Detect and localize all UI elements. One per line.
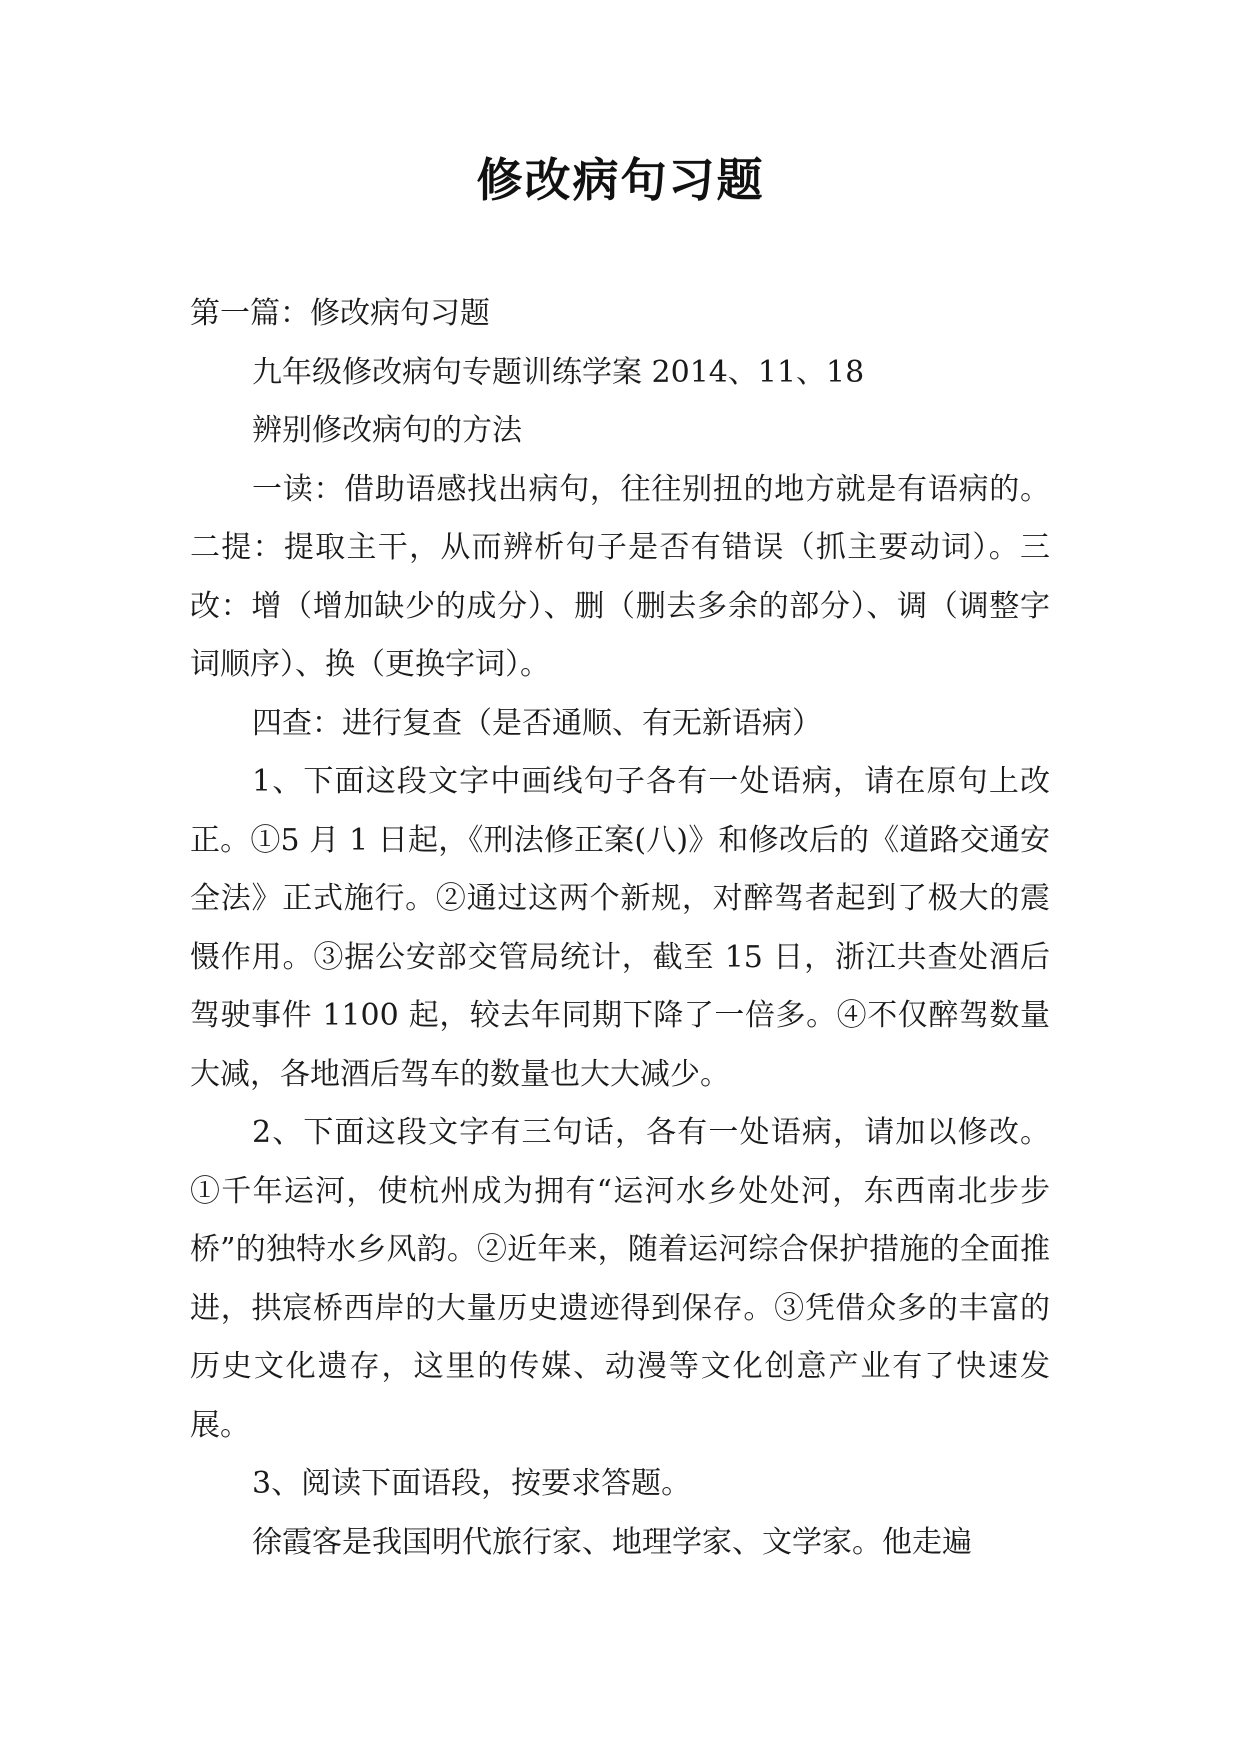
exercise-1: 1、下面这段文字中画线句子各有一处语病，请在原句上改正。①5 月 1 日起，《刑法修正案(八)》和修改后的《道路交通安全法》正式施行。②通过这两个新规，对醉驾者起到了极大的震慑作用。③据公安部交管局统计，截至 15 日，浙江共查处酒后驾驶事件 1100 起，较去年同期下降了一倍多。④不仅醉驾数量大减，各地酒后驾车的数量也大大减少。 [190,764,1050,1092]
paragraph-subtitle: 九年级修改病句专题训练学案 2014、11、18 [252,354,865,390]
document-body [190,285,1050,1572]
document-title: 修改病句习题 [476,153,765,207]
section-heading: 第一篇：修改病句习题 [190,296,490,331]
paragraph-method-heading: 辨别修改病句的方法 [252,413,522,448]
exercise-2: 2、下面这段文字有三句话，各有一处语病，请加以修改。①千年运河，使杭州成为拥有“运河水乡处处河，东西南北步步桥”的独特水乡风韵。②近年来，随着运河综合保护措施的全面推进，拱宸桥西岸的大量历史遗迹得到保存。③凭借众多的丰富的历史文化遗存，这里的传媒、动漫等文化创意产业有了快速发展。 [190,1115,1050,1443]
paragraph-method-check: 四查：进行复查（是否通顺、有无新语病） [252,705,822,741]
paragraph-method-steps: 一读：借助语感找出病句，往往别扭的地方就是有语病的。二提：提取主干，从而辨析句子是否有错误（抓主要动词）。三改：增（增加缺少的成分）、删（删去多余的部分）、调（调整字词顺序）、换（更换字词）。 [190,471,1050,682]
exercise-3-passage: 徐霞客是我国明代旅行家、地理学家、文学家。他走遍 [252,1524,972,1560]
exercise-3: 3、阅读下面语段，按要求答题。 [252,1466,692,1501]
